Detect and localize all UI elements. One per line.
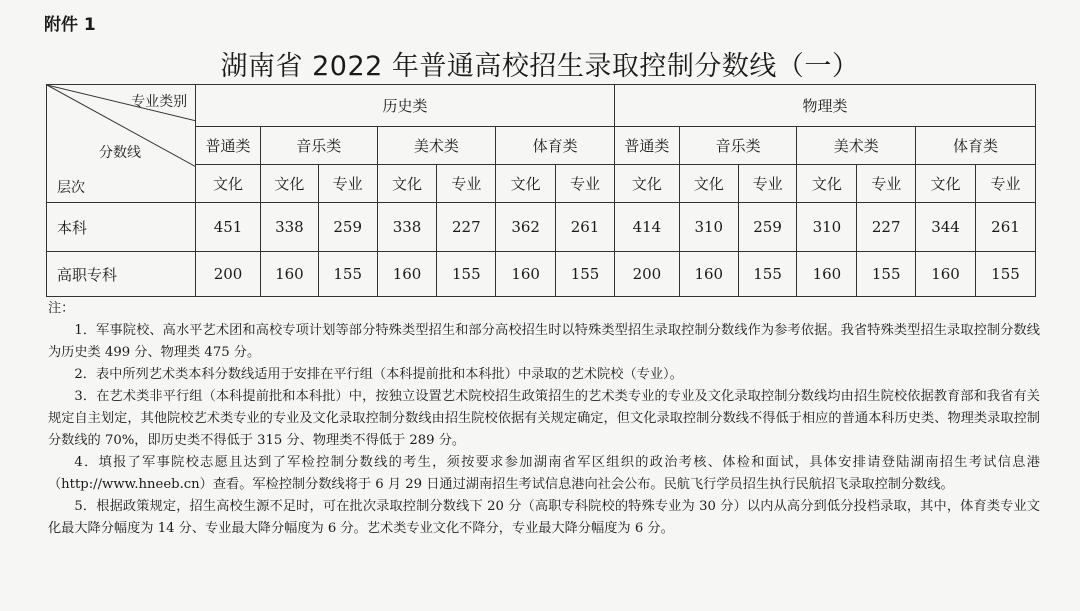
note-item: 5．根据政策规定，招生高校生源不足时，可在批次录取控制分数线下 20 分（高职专科院校的特殊专业为 30 分）以内从高分到低分投档录取，其中，体育类专业文化最大降分幅度为 14 分、专业最大降分幅度为 6 分。艺术类专业文化不降分，专业最大降分幅度为 6 分。 (48, 499, 1040, 536)
subject-culture: 文化 (916, 165, 976, 203)
subject-culture: 文化 (377, 165, 437, 203)
score-cell: 259 (318, 203, 377, 252)
note-item: 3．在艺术类非平行组（本科提前批和本科批）中，按独立设置艺术院校招生政策招生的艺术类专业的专业及文化录取控制分数线均由招生院校依据教育部和我省有关规定自主划定，其他院校艺术类专业的专业及文化录取控制分数线由招生院校依据有关规定确定，但文化录取控制分数线不得低于相应的普通本科历史类、物理类录取控制分数线的 70%，即历史类不得低于 315 分、物理类不得低于 289 分。 (48, 389, 1040, 448)
score-cell: 227 (437, 203, 496, 252)
subject-culture: 文化 (196, 165, 261, 203)
table-row-undergraduate (47, 203, 1036, 252)
score-cell: 155 (318, 252, 377, 297)
subgroup-history-music: 音乐类 (260, 127, 377, 165)
document-title: 湖南省 2022 年普通高校招生录取控制分数线（一） (220, 51, 860, 82)
subgroup-history-sports: 体育类 (496, 127, 615, 165)
subject-culture: 文化 (260, 165, 318, 203)
group-history: 历史类 (196, 85, 615, 127)
score-cell: 155 (556, 252, 615, 297)
score-cell: 155 (738, 252, 797, 297)
score-cell: 338 (377, 203, 437, 252)
header-corner-cell (47, 85, 196, 203)
row-label: 本科 (47, 203, 196, 252)
note-item: 2．表中所列艺术类本科分数线适用于安排在平行组（本科提前批和本科批）中录取的艺术院校（专业）。 (74, 367, 683, 382)
score-cell: 261 (556, 203, 615, 252)
subject-culture: 文化 (797, 165, 857, 203)
score-cell: 160 (797, 252, 857, 297)
score-cell: 160 (377, 252, 437, 297)
row-label: 高职专科 (47, 252, 196, 297)
subject-major: 专业 (975, 165, 1035, 203)
subgroup-physics-music: 音乐类 (679, 127, 797, 165)
subgroup-history-art: 美术类 (377, 127, 496, 165)
table-row-vocational (47, 252, 1036, 297)
score-cell: 344 (916, 203, 976, 252)
score-cell: 160 (916, 252, 976, 297)
notes-section (48, 298, 1040, 540)
subject-major: 专业 (318, 165, 377, 203)
subject-major: 专业 (437, 165, 496, 203)
attachment-label: 附件 1 (44, 15, 96, 35)
subgroup-physics-art: 美术类 (797, 127, 916, 165)
score-cell: 259 (738, 203, 797, 252)
corner-level-label: 层次 (57, 180, 85, 196)
score-cell: 160 (679, 252, 738, 297)
subject-major: 专业 (738, 165, 797, 203)
subject-culture: 文化 (614, 165, 679, 203)
subject-culture: 文化 (496, 165, 556, 203)
note-item: 4．填报了军事院校志愿且达到了军检控制分数线的考生，须按要求参加湖南省军区组织的政治考核、体检和面试，具体安排请登陆湖南招生考试信息港（http://www.hneeb.cn）查看。军检控制分数线将于 6 月 29 日通过湖南招生考试信息港向社会公布。民航飞行学员招生执行民航招飞录取控制分数线。 (48, 455, 1040, 492)
score-cell: 227 (857, 203, 916, 252)
subgroup-physics-sports: 体育类 (916, 127, 1036, 165)
subject-major: 专业 (857, 165, 916, 203)
score-cell: 310 (797, 203, 857, 252)
score-cell: 200 (196, 252, 261, 297)
subgroup-history-general: 普通类 (196, 127, 261, 165)
score-cell: 155 (975, 252, 1035, 297)
score-cell: 414 (614, 203, 679, 252)
score-cell: 155 (437, 252, 496, 297)
score-cell: 200 (614, 252, 679, 297)
subject-major: 专业 (556, 165, 615, 203)
corner-category-label: 专业类别 (131, 94, 188, 110)
score-cell: 261 (975, 203, 1035, 252)
score-cell: 155 (857, 252, 916, 297)
score-table (46, 84, 1036, 297)
score-cell: 310 (679, 203, 738, 252)
score-cell: 160 (496, 252, 556, 297)
corner-score-label: 分数线 (99, 145, 141, 161)
score-cell: 362 (496, 203, 556, 252)
subgroup-physics-general: 普通类 (614, 127, 679, 165)
subject-culture: 文化 (679, 165, 738, 203)
score-cell: 338 (260, 203, 318, 252)
notes-heading: 注： (48, 301, 75, 316)
score-cell: 451 (196, 203, 261, 252)
group-physics: 物理类 (614, 85, 1035, 127)
score-cell: 160 (260, 252, 318, 297)
note-item: 1．军事院校、高水平艺术团和高校专项计划等部分特殊类型招生和部分高校招生时以特殊类型招生录取控制分数线作为参考依据。我省特殊类型招生录取控制分数线为历史类 499 分、物理类 475 分。 (48, 323, 1040, 360)
